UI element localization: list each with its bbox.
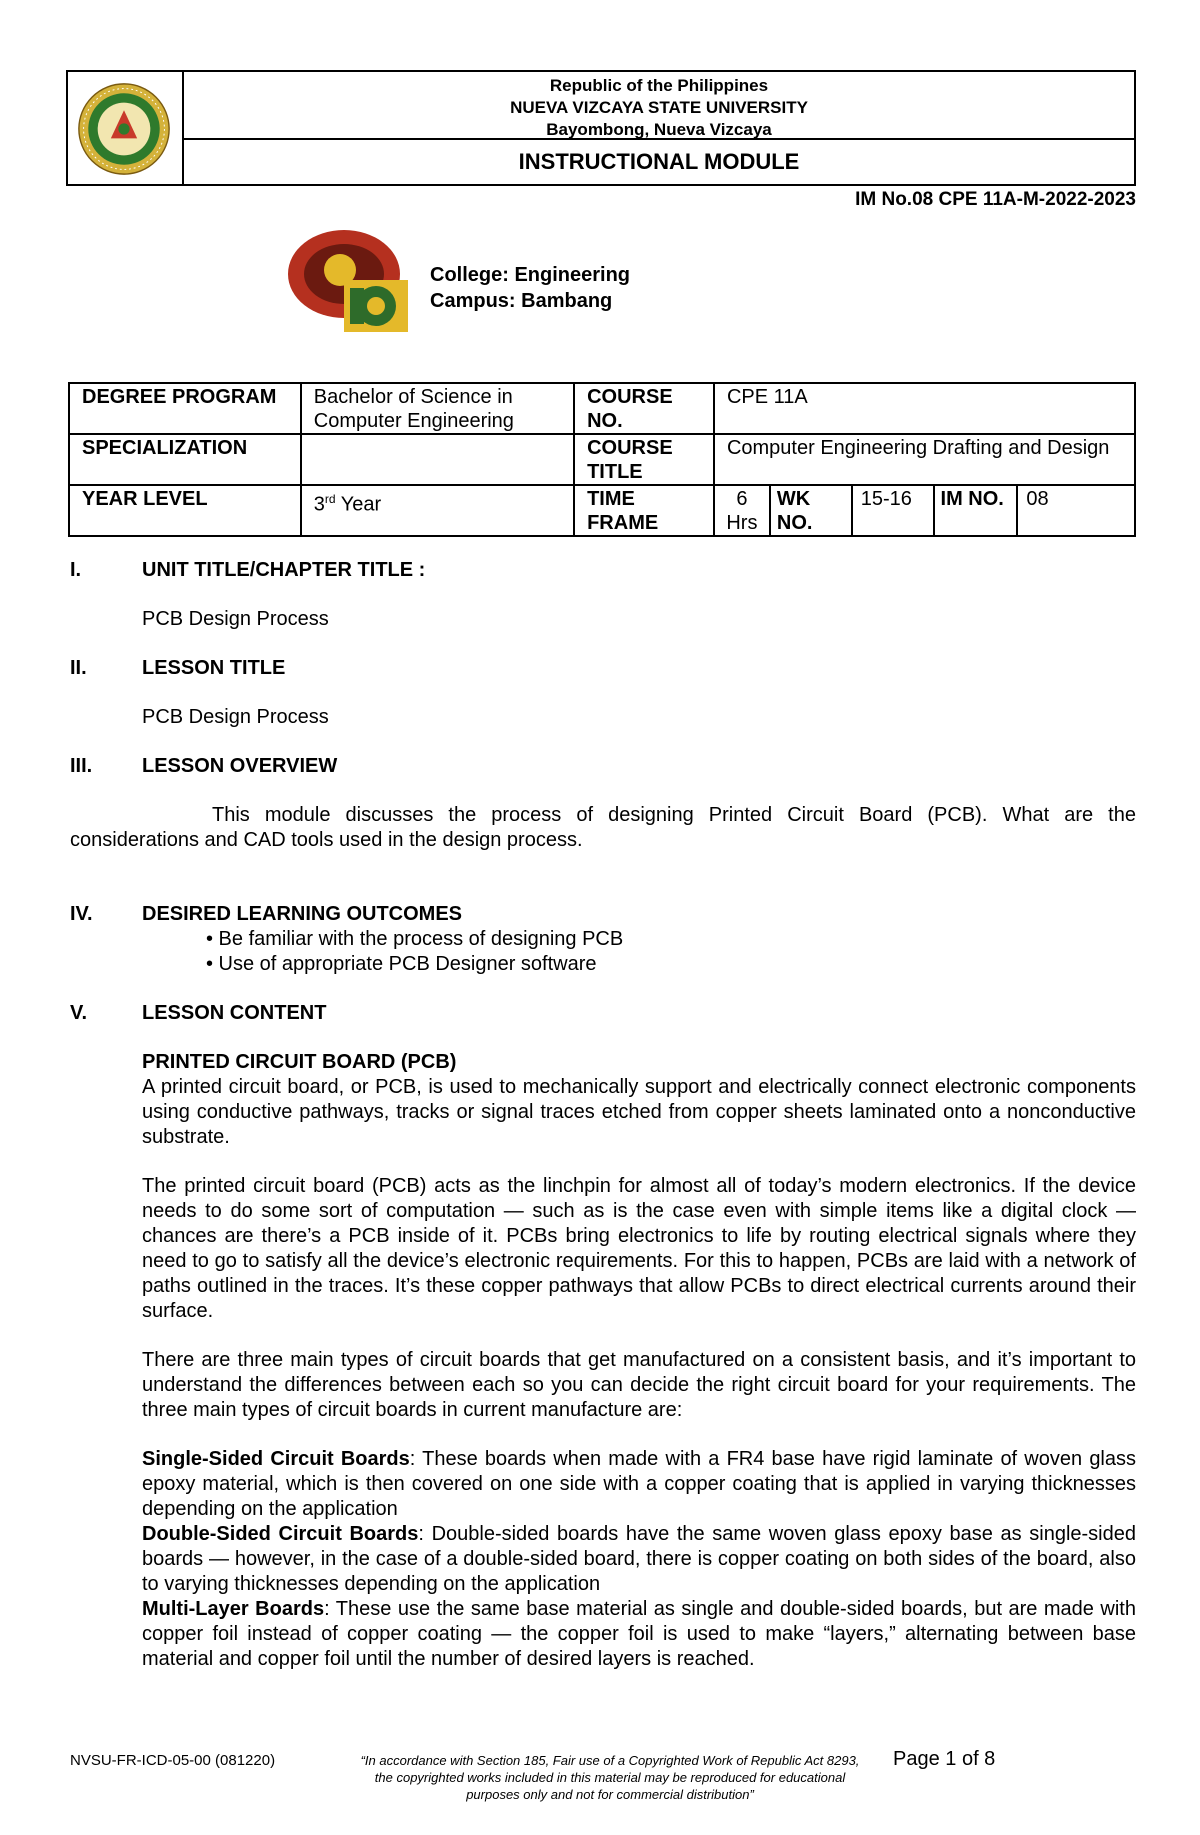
section-number: II. (70, 657, 87, 679)
section-heading: UNIT TITLE/CHAPTER TITLE : (142, 559, 426, 581)
section-heading: LESSON OVERVIEW (142, 755, 338, 777)
section-number: V. (70, 1002, 88, 1024)
outcome-bullet: • Use of appropriate PCB Designer software (206, 953, 597, 975)
board-type-multi (142, 1597, 1136, 1672)
module-title: INSTRUCTIONAL MODULE (518, 149, 800, 174)
header-republic: Republic of the Philippines (549, 76, 769, 95)
module-content (70, 558, 1136, 1672)
outcome-bullet: • Be familiar with the process of designing PCB (206, 928, 624, 950)
college-name: College: Engineering (430, 264, 631, 286)
course-info-table (68, 382, 1136, 537)
unit-title-text: PCB Design Process (142, 608, 329, 630)
section-lesson-title (70, 656, 1136, 681)
year-level-number: 3 (313, 493, 325, 516)
pcb-heading: PRINTED CIRCUIT BOARD (PCB) (142, 1051, 457, 1073)
board-type-term: Double-Sided Circuit Boards (142, 1523, 419, 1545)
section-lesson-overview (70, 754, 1136, 779)
board-type-desc: : Double-sided boards have the same woven glass epoxy base as single-sided boards — however, in the case of a double-sided board, there is copper coating on both sides of the board, also to varying thicknesses depending on the application (142, 1523, 1136, 1595)
pcb-definition: A printed circuit board, or PCB, is used to mechanically support and electrically connect electronic components using conductive pathways, tracks or signal traces etched from copper sheets laminated onto a nonconductive substrate. (142, 1076, 1136, 1148)
lesson-overview-text: This module discusses the process of designing Printed Circuit Board (PCB). What are the considerations and CAD tools used in the design process. (70, 804, 1136, 851)
course-no-label: COURSE NO. (574, 383, 714, 434)
section-number: III. (70, 755, 93, 777)
form-code: NVSU-FR-ICD-05-00 (081220) (70, 1752, 276, 1769)
year-level-ordinal: rd (324, 492, 336, 506)
college-info (430, 262, 630, 314)
header-university-name: NUEVA VIZCAYA STATE UNIVERSITY (510, 98, 808, 117)
section-number: I. (70, 559, 82, 581)
im-number: IM No.08 CPE 11A-M-2022-2023 (855, 189, 1136, 210)
pcb-paragraph-3: There are three main types of circuit boards that get manufactured on a consistent basis, and it’s important to understand the differences between each so you can decide the right circuit board for your requirements. The three main types of circuit boards in current manufacture are: (142, 1349, 1136, 1421)
section-heading: LESSON TITLE (142, 657, 286, 679)
degree-program-label: DEGREE PROGRAM (69, 383, 301, 434)
college-engineering-logo-icon (284, 224, 414, 336)
section-learning-outcomes (70, 902, 1136, 927)
course-title-value: Computer Engineering Drafting and Design (714, 434, 1135, 485)
table-row (69, 383, 1135, 434)
year-level-label: YEAR LEVEL (69, 485, 301, 536)
section-number: IV. (70, 903, 93, 925)
header-university-block (184, 72, 1134, 140)
pcb-paragraph-2: The printed circuit board (PCB) acts as the linchpin for almost all of today’s modern electronics. If the device needs to do some sort of computation — such as is the case even with simple items like a digital clock — chances are there’s a PCB inside of it. PCBs bring electronics to life by routing electrical signals where they need to go to satisfy all the device’s electronic requirements. For this to happen, PCBs are laid with a network of paths outlined in the traces. It’s these copper pathways that allow PCBs to direct electrical currents around their surface. (142, 1175, 1136, 1322)
degree-program-value: Bachelor of Science in Computer Engineering (301, 383, 574, 434)
time-frame-value: 6 Hrs (714, 485, 770, 536)
im-no-value: 08 (1017, 485, 1135, 536)
course-title-label: COURSE TITLE (574, 434, 714, 485)
table-row (69, 434, 1135, 485)
board-type-term: Multi-Layer Boards (142, 1598, 325, 1620)
section-heading: DESIRED LEARNING OUTCOMES (142, 903, 463, 925)
wk-no-value: 15-16 (852, 485, 934, 536)
table-row (69, 485, 1135, 536)
campus-name: Campus: Bambang (430, 290, 613, 312)
section-lesson-content (70, 1001, 1136, 1026)
specialization-value (301, 434, 574, 485)
header-location: Bayombong, Nueva Vizcaya (546, 120, 772, 139)
year-level-suffix: Year (335, 493, 382, 516)
board-type-single (142, 1447, 1136, 1522)
wk-no-label: WK NO. (770, 485, 852, 536)
section-unit-title (70, 558, 1136, 583)
specialization-label: SPECIALIZATION (69, 434, 301, 485)
board-type-desc: : These use the same base material as single and double-sided boards, but are made with copper foil instead of copper coating — the copper foil is used to make “layers,” alternating between base material and copper foil until the number of desired layers is reached. (142, 1598, 1136, 1670)
time-frame-label: TIME FRAME (574, 485, 714, 536)
seal-cell (68, 72, 184, 184)
section-heading: LESSON CONTENT (142, 1002, 327, 1024)
board-type-term: Single-Sided Circuit Boards (142, 1448, 410, 1470)
year-level-value (301, 485, 574, 536)
board-type-double (142, 1522, 1136, 1597)
course-no-value: CPE 11A (714, 383, 1135, 434)
lesson-title-text: PCB Design Process (142, 706, 329, 728)
university-seal-icon (77, 82, 171, 176)
im-no-label: IM NO. (934, 485, 1018, 536)
board-type-desc: : These boards when made with a FR4 base have rigid laminate of woven glass epoxy material, which is then covered on one side with a copper coating that is applied in varying thicknesses depending on the application (142, 1448, 1137, 1520)
page-number: Page 1 of 8 (893, 1748, 996, 1770)
copyright-note: “In accordance with Section 185, Fair use of a Copyrighted Work of Republic Act 8293, the copyrighted works included in this material may be reproduced for educational purposes only and not for commercial distribution” (360, 1753, 860, 1802)
document-header (66, 70, 1136, 186)
